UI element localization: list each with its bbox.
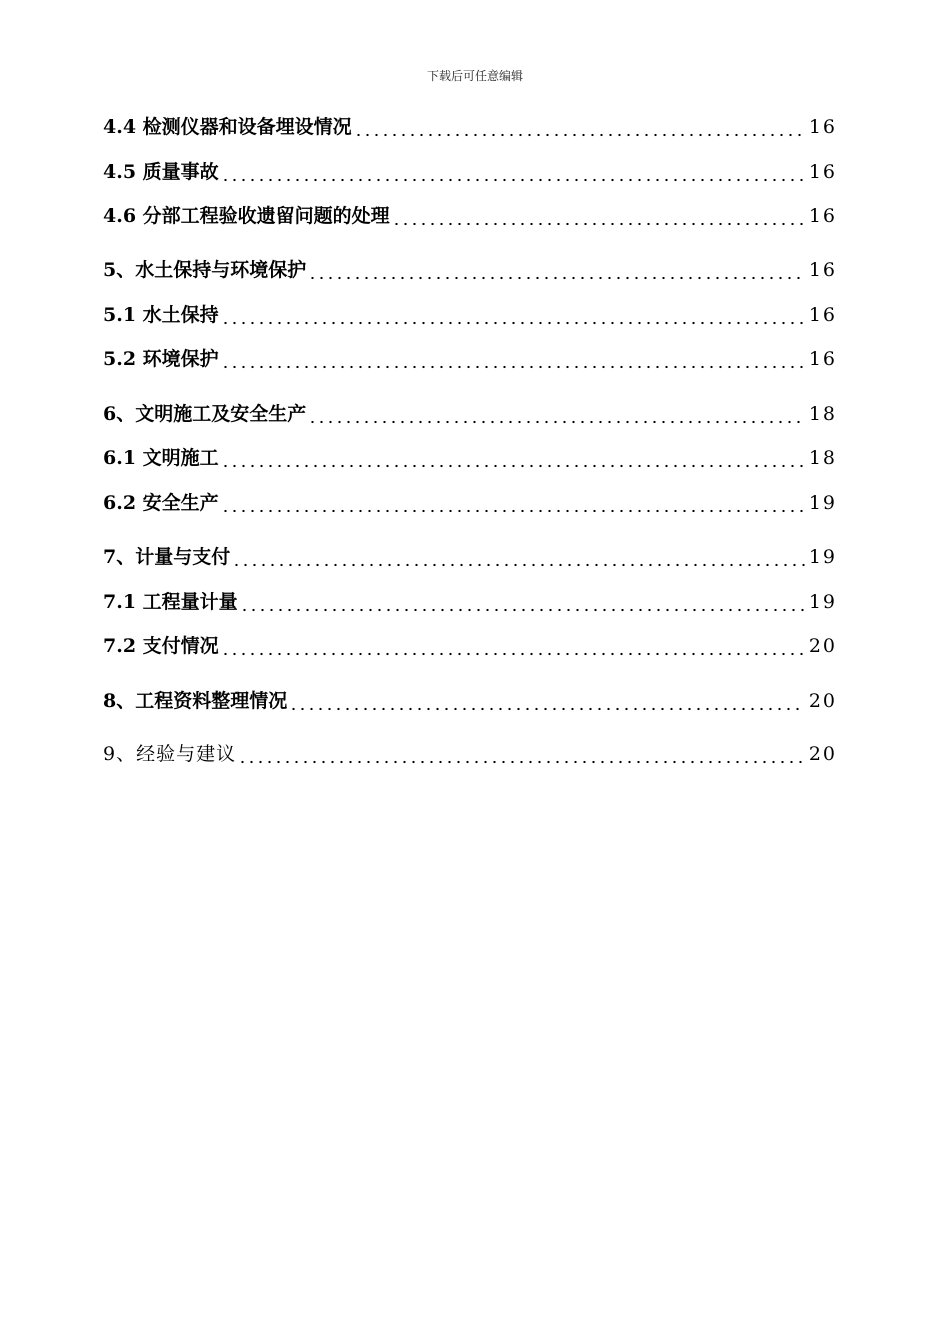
- toc-entry-title: 6.1 文明施工: [103, 447, 219, 469]
- toc-dot-leader: [308, 255, 805, 285]
- toc-entry-title: 7.1 工程量计量: [103, 591, 238, 613]
- toc-entry-page: 16: [808, 116, 837, 138]
- toc-entry[interactable]: [103, 112, 837, 142]
- toc-dot-leader: [308, 399, 805, 429]
- toc-entry[interactable]: [103, 587, 837, 617]
- toc-entry[interactable]: [103, 399, 837, 429]
- page-header-note: 下载后可任意编辑: [426, 69, 523, 83]
- toc-entry-title: 7.2 支付情况: [103, 635, 219, 657]
- toc-entry[interactable]: [103, 488, 837, 518]
- toc-entry[interactable]: [103, 739, 837, 769]
- toc-entry-title: 6.2 安全生产: [103, 492, 219, 514]
- toc-dot-leader: [238, 739, 805, 769]
- toc-entry[interactable]: [103, 344, 837, 374]
- toc-dot-leader: [221, 488, 805, 518]
- toc-entry-page: 19: [808, 546, 837, 568]
- toc-entry-page: 19: [808, 492, 837, 514]
- toc-entry[interactable]: [103, 542, 837, 572]
- toc-dot-leader: [354, 112, 805, 142]
- toc-entry[interactable]: [103, 631, 837, 661]
- toc-entry[interactable]: [103, 443, 837, 473]
- toc-entry-page: 20: [808, 743, 837, 765]
- toc-entry-page: 16: [808, 259, 837, 281]
- toc-entry-title: 8、工程资料整理情况: [103, 690, 288, 712]
- toc-dot-leader: [392, 201, 805, 231]
- toc-entry-page: 20: [808, 690, 837, 712]
- toc-entry-page: 20: [808, 635, 837, 657]
- toc-dot-leader: [232, 542, 805, 572]
- toc-dot-leader: [221, 631, 805, 661]
- toc-dot-leader: [221, 344, 805, 374]
- toc-entry-page: 19: [808, 591, 837, 613]
- toc-dot-leader: [221, 157, 805, 187]
- toc-entry[interactable]: [103, 201, 837, 231]
- toc-entry-title: 4.4 检测仪器和设备埋设情况: [103, 116, 352, 138]
- toc-entry-page: 16: [808, 205, 837, 227]
- toc-entry-page: 16: [808, 348, 837, 370]
- toc-entry-title: 5、水土保持与环境保护: [103, 259, 307, 281]
- toc-dot-leader: [221, 443, 805, 473]
- toc-dot-leader: [221, 300, 805, 330]
- toc-entry-title: 4.5 质量事故: [103, 161, 219, 183]
- toc-entry-page: 16: [808, 304, 837, 326]
- toc-entry-page: 16: [808, 161, 837, 183]
- toc-dot-leader: [289, 686, 805, 716]
- toc-entry-page: 18: [808, 447, 837, 469]
- toc-entry-page: 18: [808, 403, 837, 425]
- toc-entry-title: 9、经验与建议: [103, 743, 237, 765]
- toc-entry-title: 6、文明施工及安全生产: [103, 403, 307, 425]
- toc-entry-title: 5.1 水土保持: [103, 304, 219, 326]
- toc-entry-title: 7、计量与支付: [103, 546, 231, 568]
- toc-entry-title: 4.6 分部工程验收遗留问题的处理: [103, 205, 390, 227]
- toc-entry[interactable]: [103, 300, 837, 330]
- toc-entry[interactable]: [103, 157, 837, 187]
- toc-entry[interactable]: [103, 686, 837, 716]
- toc-dot-leader: [240, 587, 805, 617]
- toc-entry-title: 5.2 环境保护: [103, 348, 219, 370]
- toc-entry[interactable]: [103, 255, 837, 285]
